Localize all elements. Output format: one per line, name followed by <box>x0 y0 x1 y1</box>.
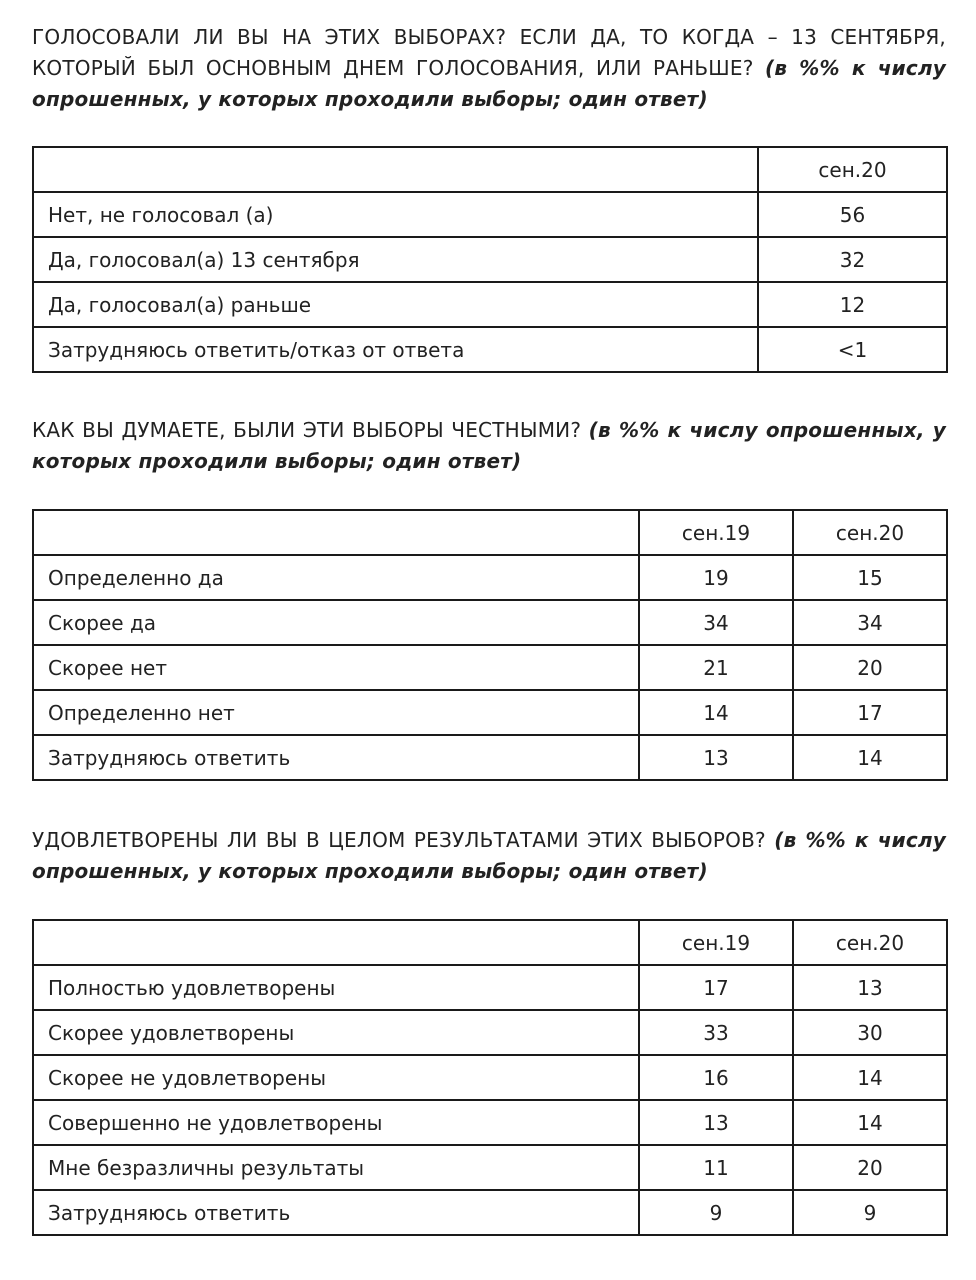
column-header: сен.20 <box>793 510 947 555</box>
row-value: 33 <box>639 1010 793 1055</box>
table-row <box>33 282 947 327</box>
question-text: ГОЛОСОВАЛИ ЛИ ВЫ НА ЭТИХ ВЫБОРАХ? ЕСЛИ ДА, ТО КОГДА – 13 СЕНТЯБРЯ, КОТОРЫЙ БЫЛ ОСНОВНЫМ ДНЕМ ГОЛОСОВАНИЯ, ИЛИ РАНЬШЕ? <box>32 25 946 80</box>
question-heading <box>32 22 946 115</box>
row-label: Совершенно не удовлетворены <box>33 1100 639 1145</box>
column-header: сен.19 <box>639 920 793 965</box>
row-label: Полностью удовлетворены <box>33 965 639 1010</box>
header-empty-cell <box>33 510 639 555</box>
question-text: УДОВЛЕТВОРЕНЫ ЛИ ВЫ В ЦЕЛОМ РЕЗУЛЬТАТАМИ ЭТИХ ВЫБОРОВ? <box>32 828 766 852</box>
table-row <box>33 645 947 690</box>
column-header: сен.19 <box>639 510 793 555</box>
row-value: 56 <box>758 192 947 237</box>
row-value: 34 <box>793 600 947 645</box>
table-row <box>33 1055 947 1100</box>
row-value: 14 <box>793 1100 947 1145</box>
row-value: 19 <box>639 555 793 600</box>
column-header: сен.20 <box>758 147 947 192</box>
table-row <box>33 1100 947 1145</box>
row-value: 15 <box>793 555 947 600</box>
row-label: Затрудняюсь ответить/отказ от ответа <box>33 327 758 372</box>
row-value: 30 <box>793 1010 947 1055</box>
table-header-row <box>33 510 947 555</box>
table-row <box>33 237 947 282</box>
row-value: 12 <box>758 282 947 327</box>
row-label: Затрудняюсь ответить <box>33 735 639 780</box>
question-note: (в %% к числу опрошенных, у которых проходили выборы; один ответ) <box>32 56 946 111</box>
table-row <box>33 327 947 372</box>
question-text: КАК ВЫ ДУМАЕТЕ, БЫЛИ ЭТИ ВЫБОРЫ ЧЕСТНЫМИ? <box>32 418 582 442</box>
row-label: Скорее не удовлетворены <box>33 1055 639 1100</box>
row-value: 34 <box>639 600 793 645</box>
table-row <box>33 192 947 237</box>
question-note: (в %% к числу опрошенных, у которых проходили выборы; один ответ) <box>32 828 946 883</box>
row-value: 13 <box>639 735 793 780</box>
header-empty-cell <box>33 920 639 965</box>
row-label: Определенно нет <box>33 690 639 735</box>
row-value: 9 <box>793 1190 947 1235</box>
row-label: Скорее нет <box>33 645 639 690</box>
table-header-row <box>33 920 947 965</box>
table-row <box>33 555 947 600</box>
row-value: 20 <box>793 1145 947 1190</box>
table-row <box>33 1010 947 1055</box>
row-value: 14 <box>793 1055 947 1100</box>
question-note: (в %% к числу опрошенных, у которых проходили выборы; один ответ) <box>32 418 946 473</box>
table-row <box>33 690 947 735</box>
row-value: 21 <box>639 645 793 690</box>
row-value: 20 <box>793 645 947 690</box>
table-row <box>33 965 947 1010</box>
row-value: 14 <box>639 690 793 735</box>
row-label: Да, голосовал(а) 13 сентября <box>33 237 758 282</box>
row-value: 11 <box>639 1145 793 1190</box>
row-label: Определенно да <box>33 555 639 600</box>
row-value: 14 <box>793 735 947 780</box>
question-heading <box>32 415 946 477</box>
row-label: Нет, не голосовал (а) <box>33 192 758 237</box>
row-label: Да, голосовал(а) раньше <box>33 282 758 327</box>
row-label: Скорее да <box>33 600 639 645</box>
row-label: Мне безразличны результаты <box>33 1145 639 1190</box>
row-label: Скорее удовлетворены <box>33 1010 639 1055</box>
row-value: 13 <box>793 965 947 1010</box>
table-row <box>33 1145 947 1190</box>
survey-table <box>32 146 948 373</box>
row-value: 16 <box>639 1055 793 1100</box>
survey-table <box>32 509 948 781</box>
table-row <box>33 735 947 780</box>
header-empty-cell <box>33 147 758 192</box>
table-row <box>33 1190 947 1235</box>
row-value: <1 <box>758 327 947 372</box>
row-value: 17 <box>639 965 793 1010</box>
row-value: 17 <box>793 690 947 735</box>
survey-table <box>32 919 948 1236</box>
row-value: 32 <box>758 237 947 282</box>
row-value: 13 <box>639 1100 793 1145</box>
row-label: Затрудняюсь ответить <box>33 1190 639 1235</box>
question-heading <box>32 825 946 887</box>
table-row <box>33 600 947 645</box>
column-header: сен.20 <box>793 920 947 965</box>
row-value: 9 <box>639 1190 793 1235</box>
table-header-row <box>33 147 947 192</box>
